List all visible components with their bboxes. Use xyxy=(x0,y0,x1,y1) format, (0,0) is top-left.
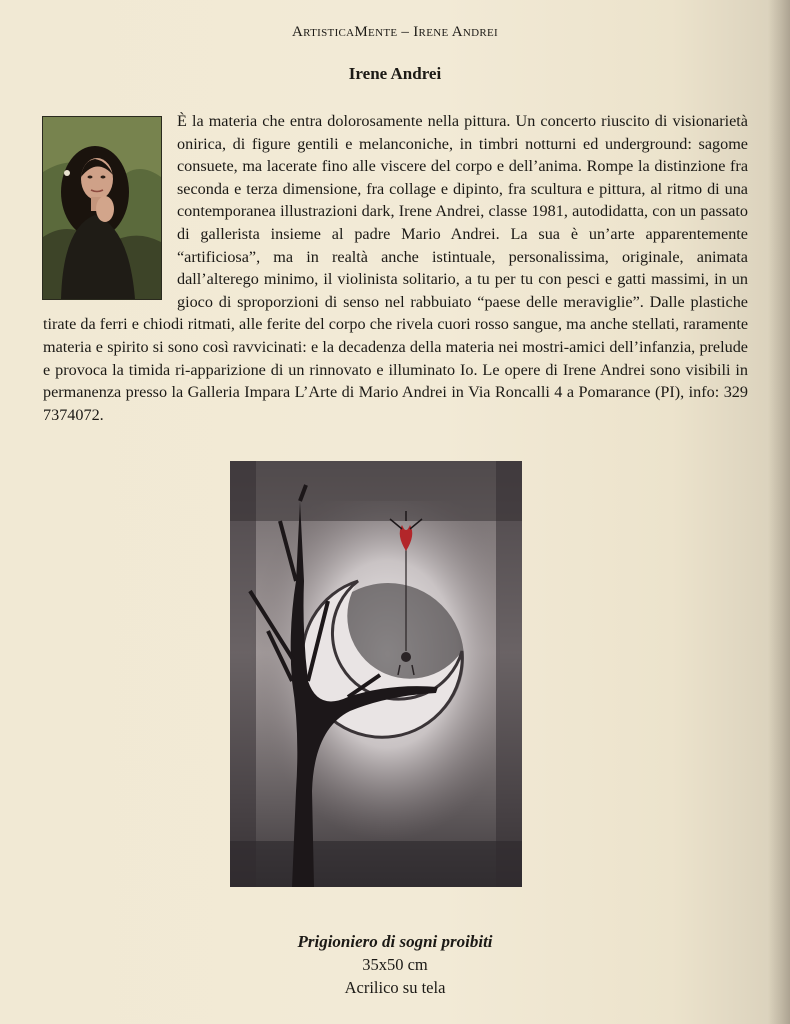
artwork-image xyxy=(230,461,522,887)
artwork-size: 35x50 cm xyxy=(362,955,428,974)
article-title: Irene Andrei xyxy=(348,64,442,83)
artwork-title: Prigioniero di sogni proibiti xyxy=(297,932,493,951)
artist-portrait xyxy=(43,117,161,299)
article-text: È la materia che entra dolorosamente nella pittura. Un concerto riuscito di visionarietà onirica, di figure gentili e melanconiche, in timbri notturni ed underground: sagome consuete, ma lacerate fino alle viscere del corpo e dell’anima. Rompe la distinzione fra seconda e terza dimensione, fra collage e dipinto, fra scultura e pittura, al ritmo di una contemporanea illustrazioni dark, Irene Andrei, classe 1981, autodidatta, con un passato di gallerista insieme al padre Mario Andrei. La sua è un’arte apparentemente “artificiosa”, ma in realtà anche istintuale, personalissima, originale, animata dall’alterego minimo, il violinista solitario, a tu per tu con pesci e gatti massimi, in un gioco di sproporzioni di senso nel rabbuiato “paese delle meraviglie”. Dalle plastiche tirate da ferri e chiodi ritmati, alle ferite del corpo che rivela cuori rosso sangue, ma anche stellati, raramente materia e spirito si sono così ravvicinati: e la decadenza della materia nei mostri-amici dell’infanzia, prelude e provoca la timida ri-apparizione di un rinnovato e illuminato Io. Le opere di Irene Andrei sono visibili in permanenza presso la Galleria Impara L’Arte di Mario Andrei in Via Roncalli 4 a Pomarance (PI), info: 329 7374072. xyxy=(43,112,748,424)
page-edge-shadow xyxy=(768,0,790,1024)
artwork-painting xyxy=(230,461,522,887)
running-head: ArtisticaMente – Irene Andrei xyxy=(292,24,498,40)
portrait-illustration xyxy=(43,117,161,299)
artwork-caption xyxy=(0,930,790,999)
artwork-medium: Acrilico su tela xyxy=(344,978,446,997)
